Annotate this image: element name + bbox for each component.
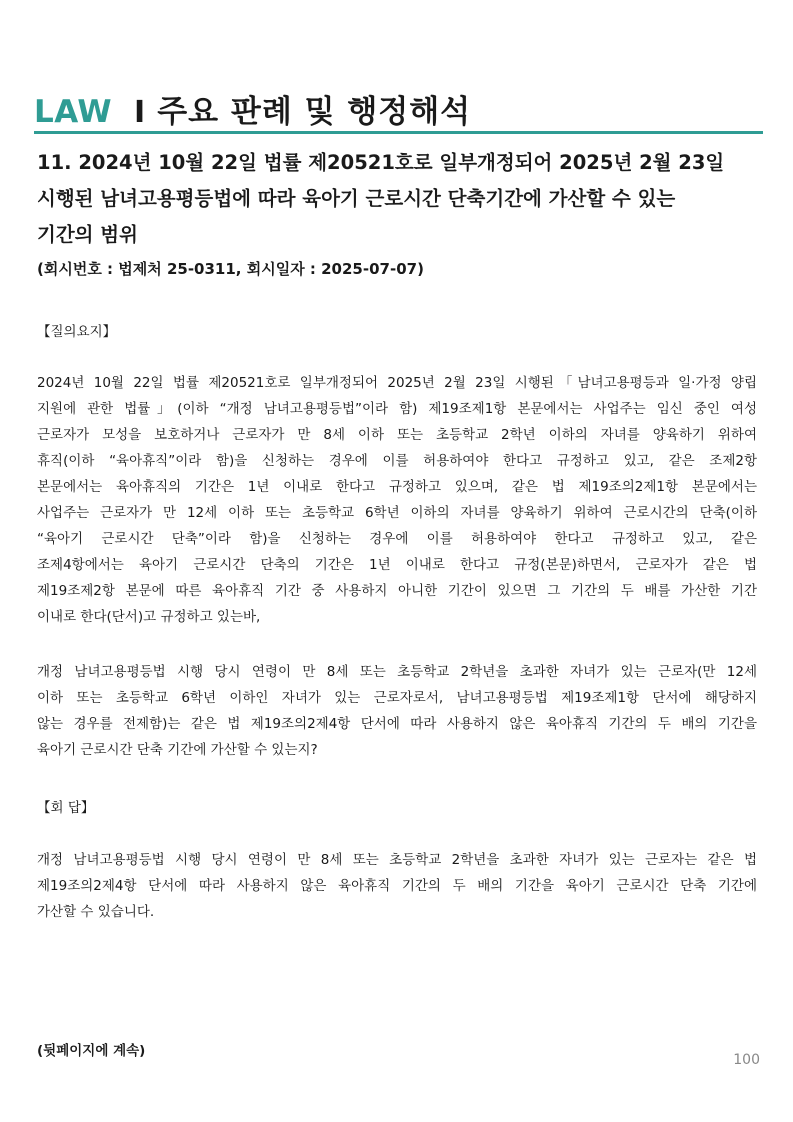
reply-meta: (회시번호 : 법제처 25-0311, 회시일자 : 2025-07-07) bbox=[37, 260, 424, 278]
continued-note: (뒷페이지에 계속) bbox=[37, 1043, 146, 1059]
text-line: 본문에서는 육아휴직의 기간은 1년 이내로 한다고 규정하고 있으며, 같은 법 제19조의2제1항 본문에서는 bbox=[37, 479, 757, 495]
text-line: 이하 또는 초등학교 6학년 이하인 자녀가 있는 근로자로서, 남녀고용평등법 제19조제1항 단서에 해당하지 bbox=[37, 690, 757, 706]
text-line: 가산할 수 있습니다. bbox=[37, 904, 155, 920]
text-line: 개정 남녀고용평등법 시행 당시 연령이 만 8세 또는 초등학교 2학년을 초과한 자녀가 있는 근로자(만 12세 bbox=[37, 664, 757, 680]
text-line: 지원에 관한 법률」(이하 “개정 남녀고용평등법”이라 함) 제19조제1항 본문에서는 사업주는 임신 중인 여성 bbox=[37, 401, 757, 417]
article-title bbox=[37, 145, 757, 253]
title-line: 시행된 남녀고용평등법에 따라 육아기 근로시간 단축기간에 가산할 수 있는 bbox=[37, 187, 676, 210]
text-line: 제19조의2제4항 단서에 따라 사용하지 않은 육아휴직 기간의 두 배의 기간을 육아기 근로시간 단축 기간에 bbox=[37, 878, 757, 894]
section-header bbox=[34, 86, 764, 130]
header-rule bbox=[34, 131, 763, 134]
text-line: 2024년 10월 22일 법률 제20521호로 일부개정되어 2025년 2월 23일 시행된「남녀고용평등과 일·가정 양립 bbox=[37, 375, 757, 391]
text-line: 육아기 근로시간 단축 기간에 가산할 수 있는지? bbox=[37, 742, 318, 758]
answer-paragraph bbox=[37, 847, 757, 925]
title-line: 기간의 범위 bbox=[37, 223, 138, 246]
text-line: 제19조제2항 본문에 따른 육아휴직 기간 중 사용하지 아니한 기간이 있으면 그 기간의 두 배를 가산한 기간 bbox=[37, 583, 757, 599]
text-line: 조제4항에서는 육아기 근로시간 단축의 기간은 1년 이내로 한다고 규정(본문)하면서, 근로자가 같은 법 bbox=[37, 557, 757, 573]
page-number: 100 bbox=[733, 1052, 760, 1068]
question-paragraph-2 bbox=[37, 659, 757, 763]
header-separator: I bbox=[134, 95, 146, 130]
question-paragraph-1 bbox=[37, 370, 757, 630]
text-line: 않는 경우를 전제함)는 같은 법 제19조의2제4항 단서에 따라 사용하지 않은 육아휴직 기간의 두 배의 기간을 bbox=[37, 716, 757, 732]
text-line: “육아기 근로시간 단축”이라 함)을 신청하는 경우에 이를 허용하여야 한다고 규정하고 있고, 같은 bbox=[37, 531, 757, 547]
text-line: 개정 남녀고용평등법 시행 당시 연령이 만 8세 또는 초등학교 2학년을 초과한 자녀가 있는 근로자는 같은 법 bbox=[37, 852, 757, 868]
brand-label: LAW bbox=[34, 94, 113, 130]
text-line: 휴직(이하 “육아휴직”이라 함)을 신청하는 경우에 이를 허용하여야 한다고 규정하고 있고, 같은 조제2항 bbox=[37, 453, 757, 469]
question-label: 【질의요지】 bbox=[37, 324, 117, 340]
section-title: 주요 판례 및 행정해석 bbox=[157, 94, 472, 130]
text-line: 이내로 한다(단서)고 규정하고 있는바, bbox=[37, 609, 261, 625]
text-line: 사업주는 근로자가 만 12세 이하 또는 초등학교 6학년 이하의 자녀를 양육하기 위하여 근로시간의 단축(이하 bbox=[37, 505, 757, 521]
answer-label: 【회 답】 bbox=[37, 800, 95, 816]
text-line: 근로자가 모성을 보호하거나 근로자가 만 8세 이하 또는 초등학교 2학년 이하의 자녀를 양육하기 위하여 bbox=[37, 427, 757, 443]
title-line: 11. 2024년 10월 22일 법률 제20521호로 일부개정되어 2025년 2월 23일 bbox=[37, 151, 725, 174]
